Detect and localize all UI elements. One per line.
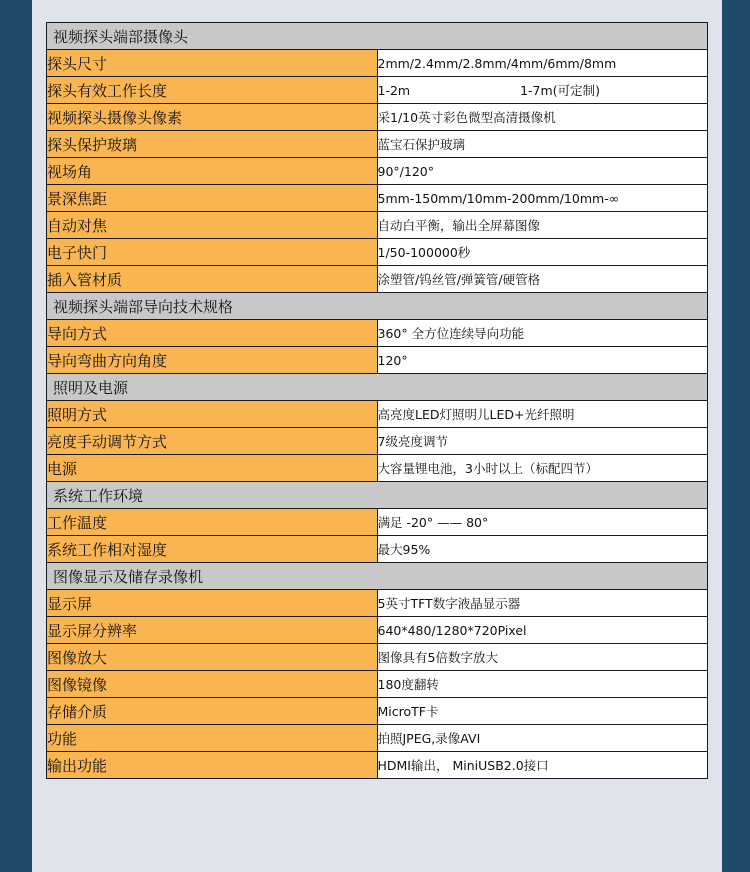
spec-row	[47, 320, 708, 347]
section-title: 照明及电源	[47, 374, 708, 401]
spec-value-text: 满足 -20° —— 80°	[377, 515, 489, 530]
spec-value-text: 自动白平衡，输出全屏幕图像	[377, 218, 541, 233]
section-title: 视频探头端部摄像头	[47, 23, 708, 50]
spec-row	[47, 455, 708, 482]
spec-value	[377, 77, 708, 104]
spec-value-text: 1/50-100000秒	[377, 245, 471, 260]
spec-label: 存储介质	[47, 698, 378, 725]
spec-value-text: 高亮度LED灯照明儿LED+光纤照明	[377, 407, 575, 422]
spec-value	[377, 725, 708, 752]
spec-row	[47, 536, 708, 563]
spec-label: 图像镜像	[47, 671, 378, 698]
spec-value	[377, 509, 708, 536]
spec-value	[377, 428, 708, 455]
spec-label: 显示屏	[47, 590, 378, 617]
spec-row	[47, 239, 708, 266]
spec-value-text: 涂塑管/钨丝管/弹簧管/硬管格	[377, 272, 541, 287]
spec-label: 工作温度	[47, 509, 378, 536]
spec-label: 系统工作相对湿度	[47, 536, 378, 563]
spec-value	[377, 212, 708, 239]
spec-label: 电源	[47, 455, 378, 482]
spec-label: 功能	[47, 725, 378, 752]
spec-value	[377, 644, 708, 671]
section-header	[47, 563, 708, 590]
section-header	[47, 374, 708, 401]
spec-label: 电子快门	[47, 239, 378, 266]
spec-value-text: 180度翻转	[377, 677, 439, 692]
spec-value	[377, 698, 708, 725]
spec-value-text: 蓝宝石保护玻璃	[377, 137, 466, 152]
spec-value-text: 2mm/2.4mm/2.8mm/4mm/6mm/8mm	[377, 55, 617, 71]
spec-row	[47, 266, 708, 293]
spec-value-text: 1-2m	[377, 83, 411, 98]
spec-label: 探头尺寸	[47, 50, 378, 77]
spec-row	[47, 77, 708, 104]
spec-value	[377, 671, 708, 698]
spec-value-text: 5mm-150mm/10mm-200mm/10mm-∞	[377, 190, 620, 206]
spec-value-text: 120°	[377, 352, 408, 368]
section-header	[47, 482, 708, 509]
spec-value-text: 拍照JPEG,录像AVI	[377, 731, 481, 746]
spec-label: 景深焦距	[47, 185, 378, 212]
spec-row	[47, 671, 708, 698]
section-title: 图像显示及储存录像机	[47, 563, 708, 590]
spec-row	[47, 509, 708, 536]
section-header	[47, 293, 708, 320]
spec-label: 图像放大	[47, 644, 378, 671]
spec-label: 照明方式	[47, 401, 378, 428]
section-title: 系统工作环境	[47, 482, 708, 509]
spec-label: 导向方式	[47, 320, 378, 347]
spec-row	[47, 401, 708, 428]
spec-label: 显示屏分辨率	[47, 617, 378, 644]
spec-value	[377, 50, 708, 77]
spec-value-text: 640*480/1280*720Pixel	[377, 622, 527, 638]
spec-row	[47, 185, 708, 212]
spec-value-text: MicroTF卡	[377, 704, 439, 719]
section-header	[47, 23, 708, 50]
spec-label: 探头保护玻璃	[47, 131, 378, 158]
spec-table	[46, 22, 708, 779]
spec-value-text: 360° 全方位连续导向功能	[377, 326, 525, 341]
spec-value	[377, 185, 708, 212]
spec-label: 导向弯曲方向角度	[47, 347, 378, 374]
spec-value	[377, 617, 708, 644]
spec-row	[47, 212, 708, 239]
spec-value	[377, 455, 708, 482]
spec-row	[47, 428, 708, 455]
spec-value	[377, 590, 708, 617]
spec-row	[47, 590, 708, 617]
spec-value-text: 采1/10英寸彩色微型高清摄像机	[377, 110, 556, 125]
spec-label: 探头有效工作长度	[47, 77, 378, 104]
spec-value	[377, 347, 708, 374]
spec-value-text: 图像具有5倍数字放大	[377, 650, 498, 665]
spec-label: 视频探头摄像头像素	[47, 104, 378, 131]
spec-value-text: 大容量锂电池，3小时以上（标配四节）	[377, 461, 598, 476]
spec-value	[377, 536, 708, 563]
spec-row	[47, 752, 708, 779]
spec-value-text: 最大95%	[377, 542, 431, 557]
spec-value-text: 5英寸TFT数字液晶显示器	[377, 596, 521, 611]
spec-row	[47, 104, 708, 131]
spec-row	[47, 617, 708, 644]
section-title: 视频探头端部导向技术规格	[47, 293, 708, 320]
spec-row	[47, 725, 708, 752]
spec-value	[377, 158, 708, 185]
spec-value	[377, 239, 708, 266]
spec-label: 视场角	[47, 158, 378, 185]
spec-value-text: 90°/120°	[377, 163, 434, 179]
spec-value	[377, 752, 708, 779]
spec-label: 输出功能	[47, 752, 378, 779]
spec-row	[47, 347, 708, 374]
spec-row	[47, 698, 708, 725]
spec-value	[377, 104, 708, 131]
spec-row	[47, 158, 708, 185]
spec-label: 亮度手动调节方式	[47, 428, 378, 455]
spec-value	[377, 131, 708, 158]
spec-row	[47, 131, 708, 158]
spec-value	[377, 320, 708, 347]
spec-value	[377, 401, 708, 428]
spec-label: 插入管材质	[47, 266, 378, 293]
spec-label: 自动对焦	[47, 212, 378, 239]
spec-row	[47, 644, 708, 671]
spec-value	[377, 266, 708, 293]
spec-value-text: 7级亮度调节	[377, 434, 448, 449]
spec-value-text: HDMI输出， MiniUSB2.0接口	[377, 758, 549, 773]
spec-row	[47, 50, 708, 77]
spec-value-text-2: 1-7m(可定制)	[520, 83, 600, 98]
spec-sheet	[32, 0, 722, 872]
